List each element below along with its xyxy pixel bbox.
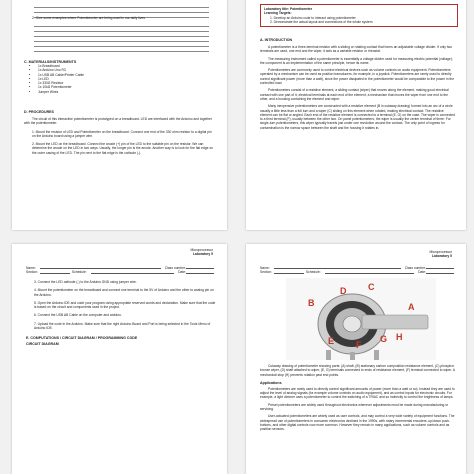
potentiometer-cutaway-figure bbox=[286, 278, 436, 360]
student-info bbox=[260, 266, 454, 275]
name-field[interactable] bbox=[274, 266, 401, 269]
schedule-label: Schedule: bbox=[305, 270, 321, 275]
student-info bbox=[26, 266, 214, 275]
materials-list bbox=[24, 64, 214, 94]
procedures-intro: The circuit of this interactive potentiometer is prototyped on a breadboard. LED are interfaced with the Arduino and together with the potentiometer. bbox=[24, 117, 212, 126]
figure-caption: Cutaway drawing of potentiometer showing parts: (A) shaft, (B) stationary carbon composition resistance element, (C) phosphor bronze wiper, (D) shaft attached to wiper, (E, G) terminals connected to ends of resistance element, (F) terminal connected to wiper. A mechanical stop (H) prevents rotation past end points. bbox=[260, 364, 455, 377]
applications-paragraph-2: Preset potentiometers are widely used throughout electronics wherever adjustments must be made during manufacturing or servicing. bbox=[260, 402, 449, 412]
name-label: Name: bbox=[26, 266, 36, 270]
section-field[interactable] bbox=[274, 270, 304, 273]
procedure-step-5: 5. Open the Arduino IDE and code your program using appropriate reserved words and declaration. Make sure that the code is based on the circuit and components used in the project. bbox=[34, 300, 216, 310]
date-field[interactable] bbox=[426, 270, 454, 273]
procedure-step-3: 3. Connect the LED cathode (-) to the Arduino GND using jumper wire. bbox=[34, 280, 137, 284]
document-page-3 bbox=[12, 244, 227, 474]
name-field[interactable] bbox=[40, 266, 161, 269]
document-page-1 bbox=[12, 0, 227, 230]
class-number-field[interactable] bbox=[426, 266, 454, 269]
schedule-field[interactable] bbox=[91, 270, 175, 273]
learning-target-1: 1. Develop an Arduino code to interact using potentiometer bbox=[270, 15, 356, 20]
materials-heading: C. MATERIALS/INSTRUMENTS bbox=[24, 60, 77, 64]
procedure-step-2: 2. Mount the LED on the breadboard. Connect the anode (+) pin of the LED to the suitable pin on the resistor. We can determine the anode on the LED in two ways. Usually, the longer pin is the anode. Another way is to look for the flat edge on the outer casing of the LED. The pin next to the flat edge is the cathode (-). bbox=[32, 142, 214, 155]
figure-label-g: G bbox=[380, 334, 388, 344]
learning-targets-label: Learning Targets: bbox=[264, 11, 292, 16]
circuit-diagram-heading: CIRCUIT DIAGRAM bbox=[26, 342, 59, 347]
procedure-step-4: 4. Mount the potentiometer on the breadboard and connect one terminal to the 5V of Arduino and the other to analog pin on the Arduino. bbox=[34, 288, 214, 297]
procedures-heading: D. PROCEDURES bbox=[24, 110, 54, 114]
figure-label-b: B bbox=[308, 298, 315, 308]
header-course: Microprocessor bbox=[429, 250, 452, 254]
procedure-step-7: 7. Upload the code in the Arduino. Make sure that the right Arduino Board and Port is being selected in the Tools Menu of Arduino IDE. bbox=[34, 321, 211, 331]
list-item: • 1x 10kΩ Potentiometer bbox=[38, 85, 214, 89]
intro-paragraph-3: Potentiometers are commonly used to control electrical devices such as volume controls on audio equipment. Potentiometers operated by a mechanism can be used as position transducers, for example, in a joystick. Potentiometers are rarely used to directly control significant power (more than a watt), since the power dissipated in the potentiometer would be comparable to the power in the controlled load. bbox=[260, 68, 455, 86]
computations-heading: E. COMPUTATIONS / CIRCUIT DIAGRAM / PROGRAMMING CODE bbox=[26, 336, 138, 341]
applications-paragraph-1: Potentiometers are rarely used to directly control significant amounts of power (more than a watt or so). Instead they are used to adjust the level of analog signals (for example volume controls on audio equipment), and as control inputs for electronic circuits. For example, a light dimmer uses a potentiometer to control the switching of a TRIAC and so indirectly to control the brightness of lamps. bbox=[260, 386, 455, 400]
lab-title: Laboratory title: Potentiometer bbox=[264, 7, 313, 11]
intro-paragraph-1: A potentiometer is a three-terminal resistor with a sliding or rotating contact that forms an adjustable voltage divider. If only two terminals are used, one end and the wiper, it acts as a variable resistor or rheostat. bbox=[260, 45, 452, 54]
header-course: Microprocessor bbox=[190, 248, 213, 252]
figure-label-d: D bbox=[340, 286, 347, 296]
class-number-label: Class number: bbox=[164, 266, 186, 270]
question-2: 2. Give some examples where Potentiometer are being used in our daily lives bbox=[32, 16, 145, 20]
learning-targets-box bbox=[260, 4, 458, 27]
list-item: • 1x Breadboard bbox=[38, 64, 214, 68]
list-item: • Jumper Wires bbox=[38, 90, 214, 94]
answer-lines-q2 bbox=[34, 22, 209, 52]
page-header bbox=[429, 250, 452, 259]
list-item: • 1x 330Ω Resistor bbox=[38, 81, 214, 85]
figure-label-f: F bbox=[356, 340, 362, 350]
learning-target-2: 2. Demonstrate the actual layout and connections of the whole system bbox=[270, 19, 373, 24]
figure-label-c: C bbox=[368, 282, 375, 292]
introduction-heading: A. INTRODUCTION bbox=[260, 38, 293, 42]
class-number-field[interactable] bbox=[186, 266, 214, 269]
section-field[interactable] bbox=[40, 270, 70, 273]
date-field[interactable] bbox=[186, 270, 214, 273]
schedule-label: Schedule: bbox=[71, 270, 87, 275]
class-number-label: Class number: bbox=[404, 266, 426, 270]
document-page-2 bbox=[246, 0, 466, 230]
document-page-4 bbox=[246, 244, 466, 474]
figure-label-e: E bbox=[328, 336, 335, 346]
intro-paragraph-2: The measuring instrument called a potentiometer is essentially a voltage divider used for measuring electric potential (voltage); the component is an implementation of the same principle, hence its name. bbox=[260, 56, 453, 65]
schedule-field[interactable] bbox=[325, 270, 415, 273]
date-label: Date: bbox=[418, 270, 426, 275]
list-item: • 1x USB AB Cable/Printer Cable bbox=[38, 73, 214, 77]
intro-paragraph-5: Many inexpensive potentiometers are constructed with a resistive element (B in cutaway drawing) formed into an arc of a circle usually a little less than a full turn and a wiper (C) sliding on this element when rotated, making electrical contact. The resistive element can be flat or angled. Each end of the resistive element is connected to a terminal (E, G) on the case. The wiper is connected to a third terminal (F), usually between the other two. On panel potentiometers, the wiper is usually the center terminal of three. For single-turn potentiometers, this wiper typically travels just under one revolution around the contact. The only point of ingress for contamination is the narrow space between the shaft and the housing it rotates in. bbox=[260, 104, 455, 130]
procedure-step-6: 6. Connect the USB AB Cable on the computer and arduino. bbox=[34, 313, 122, 318]
section-label: Section: bbox=[26, 270, 38, 275]
list-item: • 1x Arduino Uno R3 bbox=[38, 68, 214, 72]
procedure-step-1: 1. Mount the resistor of LED and Potentiometer on the breadboard. Connect one end of the 330 ohm resistor to a digital pin on the Arduino board using a jumper wire. bbox=[32, 129, 212, 138]
name-label: Name: bbox=[260, 266, 270, 270]
figure-label-a: A bbox=[408, 302, 415, 312]
applications-heading: Applications bbox=[260, 380, 282, 385]
list-item: • 1x LED bbox=[38, 77, 214, 81]
figure-label-h: H bbox=[396, 332, 403, 342]
date-label: Date: bbox=[178, 270, 186, 275]
applications-paragraph-3: User-actuated potentiometers are widely used as user controls, and may control a very wide variety of equipment functions. The widespread use of potentiometers in consumer electronics declined in the 1990s, with rotary incremental encoders, up/down push-buttons, and other digital controls now more common. However they remain in many applications, such as volume controls and as position sensors. bbox=[260, 414, 455, 432]
page-header bbox=[190, 248, 213, 257]
header-lab-number: Laboratory 5 bbox=[432, 254, 452, 259]
section-label: Section: bbox=[260, 270, 272, 275]
header-lab-number: Laboratory 5 bbox=[193, 252, 213, 257]
intro-paragraph-4: Potentiometers consist of a resistive element, a sliding contact (wiper) that moves along the element, making good electrical contact with one part of it, electrical terminals at each end of the element, a mechanism that moves the wiper from one end to the other, and a housing containing the element and wiper. bbox=[260, 88, 449, 101]
